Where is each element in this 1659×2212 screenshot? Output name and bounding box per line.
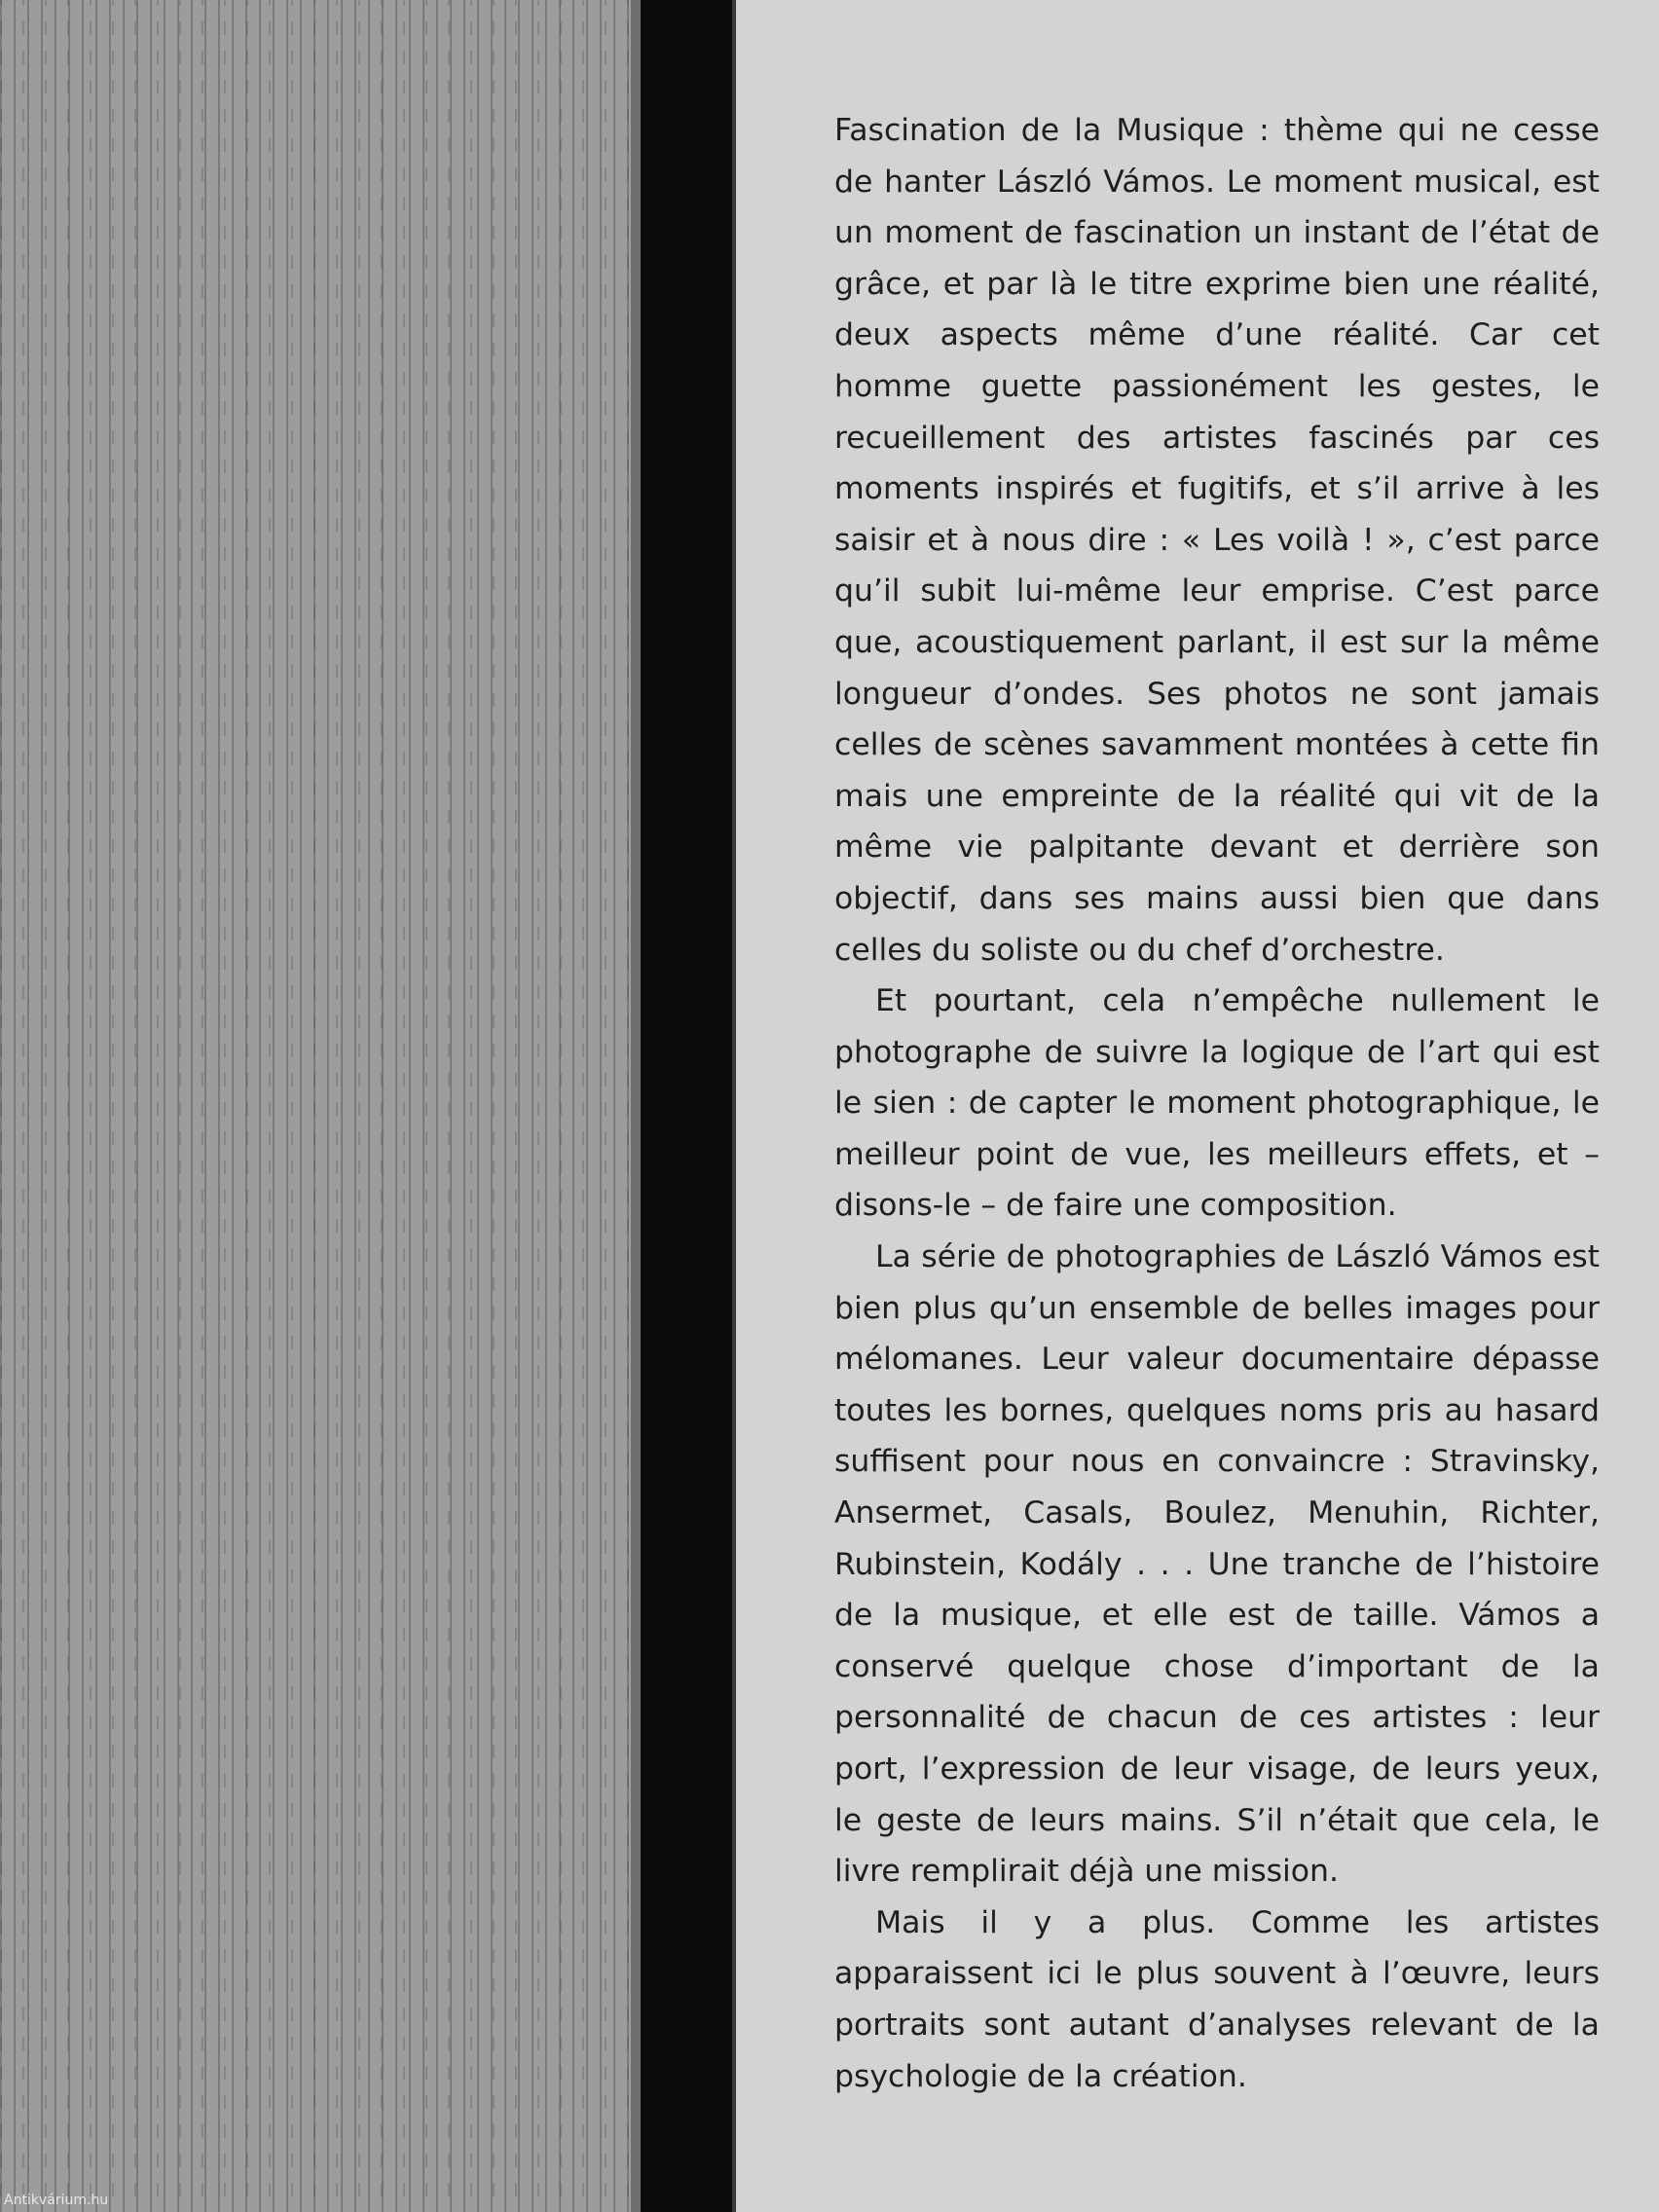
paragraph-3: La série de photographies de László Vámos est bien plus qu’un ensemble de belles images pour mélomanes. Leur valeur documentaire dépasse toutes les bornes, quelques noms pris au hasard suffisent pour nous en convaincre : Stravinsky, Ansermet, Casals, Boulez, Menuhin, Richter, Rubinstein, Kodály . . . Une tranche de l’histoire de la musique, et elle est de taille. Vámos a conservé quelque chose d’important de la personnalité de chacun de ces artistes : leur port, l’expression de leur visage, de leurs yeux, le geste de leurs mains. S’il n’était que cela, le livre remplirait déjà une mission. [834, 1239, 1600, 1890]
page-edge [732, 0, 736, 2212]
paragraph-2: Et pourtant, cela n’empêche nullement le photographe de suivre la logique de l’art qui est le sien : de capter le moment photographique, le meilleur point de vue, les meilleurs effets, et – disons-le – de faire une composition. [834, 983, 1600, 1224]
body-text [834, 105, 1600, 2102]
paragraph-1: Fascination de la Musique : thème qui ne cesse de hanter László Vámos. Le moment musical, est un moment de fascination un instant de l’état de grâce, et par là le titre exprime bien une réalité, deux aspects même d’une réalité. Car cet homme guette passionément les gestes, le recueillement des artistes fascinés par ces moments inspirés et fugitifs, et s’il arrive à les saisir et à nous dire : « Les voilà ! », c’est parce qu’il subit lui-même leur emprise. C’est parce que, acoustiquement parlant, il est sur la même longueur d’ondes. Ses photos ne sont jamais celles de scènes savamment montées à cette fin mais une empreinte de la réalité qui vit de la même vie palpitante devant et derrière son objectif, dans ses mains aussi bien que dans celles du soliste ou du chef d’orchestre. [834, 113, 1600, 968]
paragraph-4: Mais il y a plus. Comme les artistes apparaissent ici le plus souvent à l’œuvre, leurs portraits sont autant d’analyses relevant de la psychologie de la création. [834, 1904, 1600, 2094]
text-page [732, 0, 1659, 2212]
watermark: Antikvárium.hu [4, 2193, 109, 2208]
book-cover-textured [0, 0, 641, 2212]
book-spine-gap [641, 0, 732, 2212]
